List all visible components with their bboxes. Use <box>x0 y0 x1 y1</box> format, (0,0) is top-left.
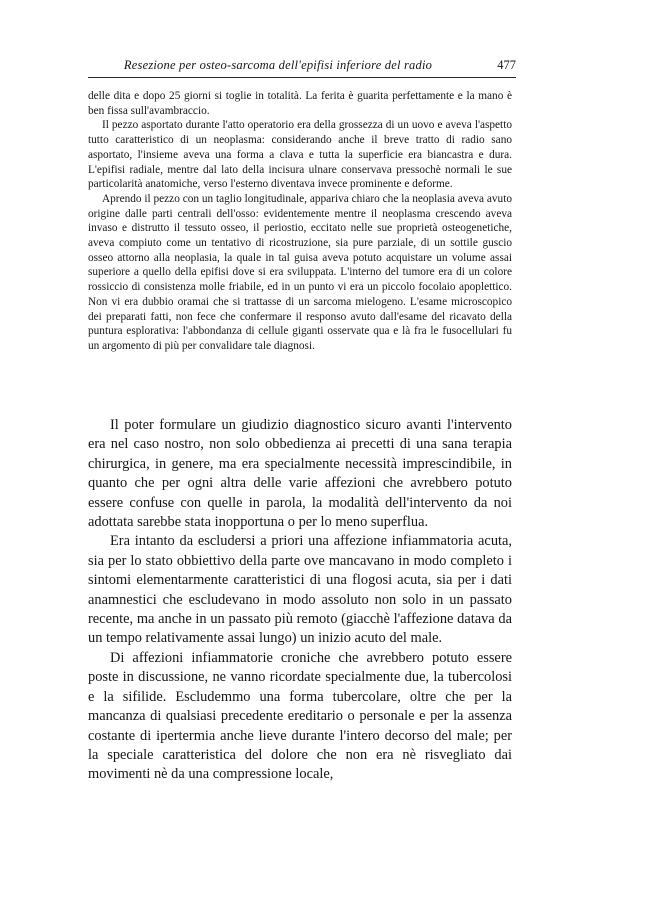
case-notes-block <box>88 89 512 354</box>
header-rule <box>88 77 516 78</box>
note-paragraph: Il pezzo asportato durante l'atto operatorio era della grossezza di un uovo e aveva l'aspetto tutto caratteristico di un neoplasma: considerando anche il breve tratto di radio sano asportato, l'insieme aveva una forma a clava e tutta la superficie era biancastra e dura. L'epifisi radiale, mentre dal lato della incisura ulnare conservava pressochè normali le sue particolarità anatomiche, verso l'esterno diventava invece prominente e deforme. <box>88 119 512 191</box>
note-paragraph: delle dita e dopo 25 giorni si toglie in totalità. La ferita è guarita perfettamente e la mano è ben fissa sull'avambraccio. <box>88 90 512 117</box>
page-header <box>88 57 516 73</box>
note-paragraph: Aprendo il pezzo con un taglio longitudinale, appariva chiaro che la neoplasia aveva avuto origine dalle parti centrali dell'osso: evidentemente mentre il neoplasma crescendo aveva invaso e distrutto il tessuto osseo, il periostio, eccitato nelle sue proprietà osteogenetiche, aveva compiuto come un tentativo di ricostruzione, sia pure parziale, di un sottile guscio osseo attorno alla neoplasia, la quale in tal guisa aveva potuto acquistare un volume assai superiore a quello della epifisi dove si era sviluppata. L'interno del tumore era di un colore rossiccio di consistenza molle friabile, ed in un punto vi era un piccolo focolaio apoplettico. Non vi era dubbio oramai che si trattasse di un sarcoma mielogeno. L'esame microscopico dei preparati fatti, non fece che confermare il responso avuto dall'esame del ricavato della puntura esplorativa: l'abbondanza di cellule giganti osservate qua e là fra le fusocellulari fu un argomento di più per convalidare tale diagnosi. <box>88 192 512 352</box>
page-number: 477 <box>497 58 516 72</box>
body-paragraph: Il poter formulare un giudizio diagnostico sicuro avanti l'intervento era nel caso nostro, non solo obbedienza ai precetti di una sana terapia chirurgica, in genere, ma era specialmente necessità imprescindibile, in quanto che per ogni altra delle varie affezioni che avrebbero potuto essere confuse con quelle in parola, la modalità dell'intervento da noi adottata sarebbe stata inopportuna o per lo meno superflua. <box>88 417 512 531</box>
running-head: Resezione per osteo-sarcoma dell'epifisi inferiore del radio <box>123 58 433 72</box>
discussion-block <box>88 416 512 785</box>
body-paragraph: Era intanto da escludersi a priori una affezione infiammatoria acuta, sia per lo stato obbiettivo della parte ove mancavano in modo completo i sintomi elementarmente caratteristici di una flogosi acuta, sia per i dati anamnestici che escludevano in modo assoluto non solo in un passato recente, ma anche in un passato più remoto (giacchè l'affezione datava da un tempo relativamente assai lungo) un inizio acuto del male. <box>88 533 512 647</box>
body-paragraph: Di affezioni infiammatorie croniche che avrebbero potuto essere poste in discussione, ne vanno ricordate specialmente due, la tubercolosi e la sifilide. Escludemmo una forma tubercolare, oltre che per la mancanza di qualsiasi precedente ereditario o personale e per la assenza costante di ipertermia anche lieve durante l'intero decorso del male; per la speciale caratteristica del dolore che non era nè risvegliato dai movimenti nè da una compressione locale, <box>88 649 512 783</box>
